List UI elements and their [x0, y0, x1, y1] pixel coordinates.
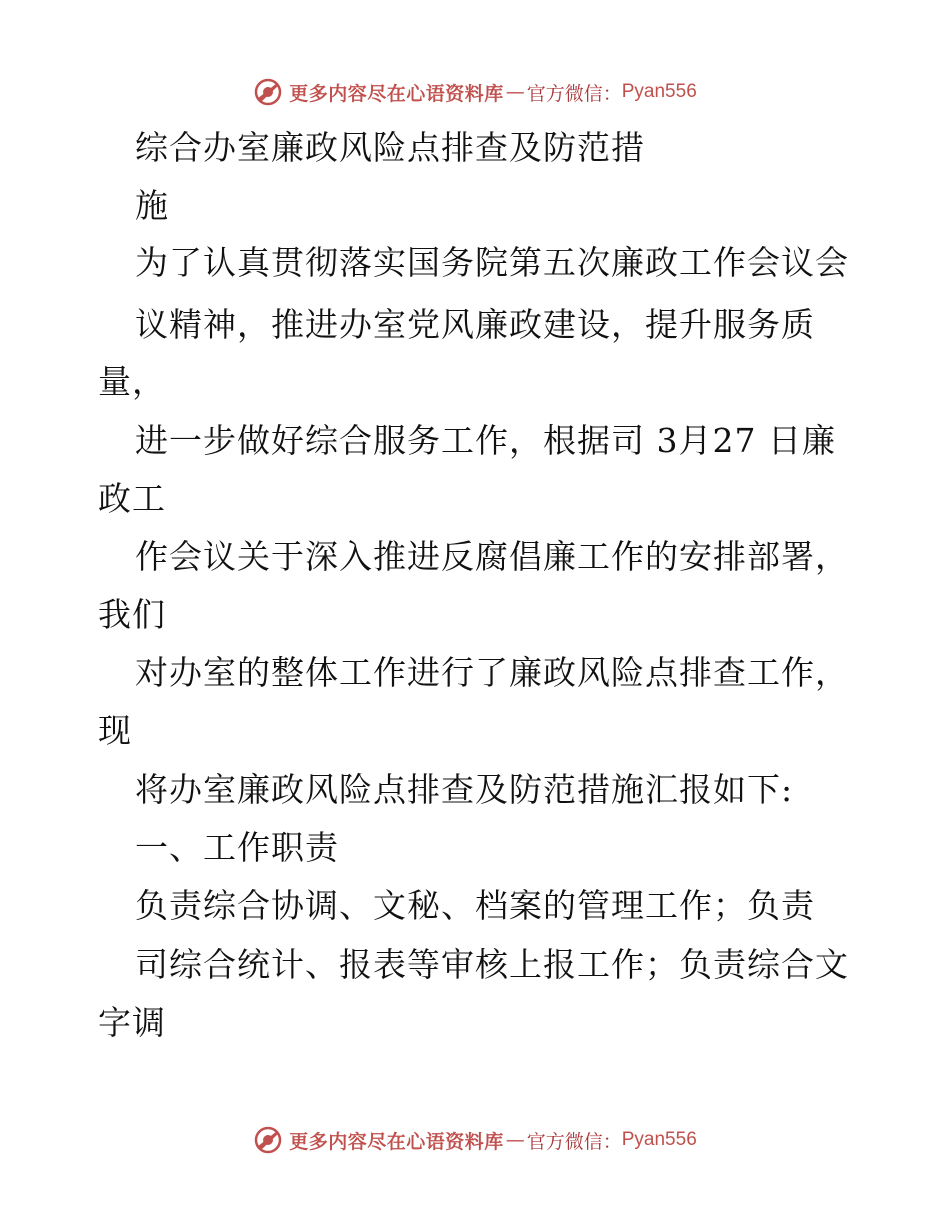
paragraph-line: 负责综合协调、文秘、档案的管理工作；负责 — [135, 886, 815, 925]
paragraph-line: 对办室的整体工作进行了廉政风险点排查工作， — [135, 653, 849, 692]
footer-watermark — [0, 1120, 950, 1160]
document-title-line-1: 综合办室廉政风险点排查及防范措 — [135, 128, 645, 167]
watermark-wechat-id: Pyan556 — [621, 81, 697, 102]
paragraph-line: 作会议关于深入推进反腐倡廉工作的安排部署， — [135, 537, 849, 576]
paragraph-line: 现 — [98, 711, 132, 750]
paragraph-line: 我们 — [98, 595, 166, 634]
section-heading: 一、工作职责 — [135, 828, 339, 867]
paragraph-line: 司综合统计、报表等审核上报工作；负责综合文 — [135, 945, 849, 984]
paragraph-line: 进一步做好综合服务工作，根据司 3月27 日廉 — [135, 421, 836, 460]
paragraph-line: 字调 — [98, 1003, 166, 1042]
watermark-main-text: 更多内容尽在心语资料库 — [289, 1130, 504, 1153]
watermark-main-text: 更多内容尽在心语资料库 — [289, 82, 504, 105]
brand-logo-icon — [253, 1125, 283, 1155]
paragraph-line: 政工 — [98, 479, 166, 518]
watermark-dash: — — [505, 81, 525, 103]
watermark-sub-text: 官方微信： — [526, 82, 622, 105]
watermark-wechat-id: Pyan556 — [621, 1129, 697, 1150]
paragraph-line: 议精神，推进办室党风廉政建设，提升服务质 — [135, 305, 815, 344]
document-title-line-2: 施 — [135, 186, 169, 225]
watermark-dash: — — [505, 1129, 525, 1151]
watermark-sub-text: 官方微信： — [526, 1130, 622, 1153]
paragraph-line: 将办室廉政风险点排查及防范措施汇报如下: — [135, 770, 794, 809]
paragraph-line: 为了认真贯彻落实国务院第五次廉政工作会议会 — [135, 243, 849, 282]
paragraph-line: 量， — [98, 362, 166, 401]
